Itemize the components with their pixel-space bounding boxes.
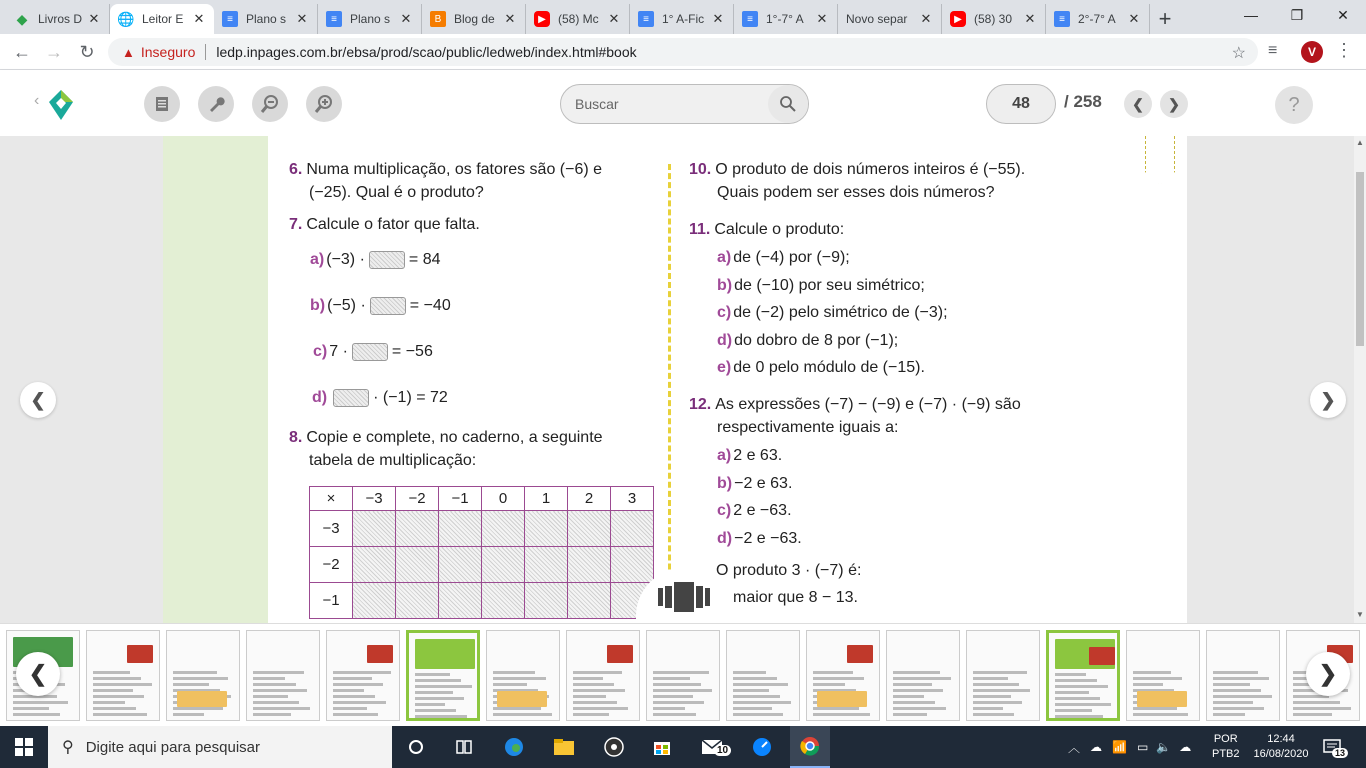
page-thumbnail[interactable] — [86, 630, 160, 721]
question-number: 12. — [689, 396, 712, 413]
address-bar[interactable] — [108, 38, 1258, 66]
question-11 — [689, 218, 844, 241]
tab-title: Blog de — [454, 12, 495, 26]
cortana-icon[interactable] — [402, 733, 430, 761]
table-corner: × — [310, 487, 353, 511]
equation-part: (−5) · — [327, 297, 366, 314]
blank-box — [370, 297, 406, 315]
q11-item-c — [717, 301, 948, 324]
option-label: b) — [310, 297, 326, 314]
question-text: O produto de dois números inteiros é (−55). — [715, 161, 1026, 178]
tab-6[interactable] — [526, 4, 630, 34]
table-cell — [611, 547, 654, 583]
table-row-header: −3 — [310, 511, 353, 547]
page-thumbnail[interactable] — [1046, 630, 1120, 721]
tab-8[interactable] — [734, 4, 838, 34]
leaf-icon: ◆ — [16, 10, 28, 27]
blank-box — [352, 343, 388, 361]
page-number-input[interactable]: 48 — [986, 84, 1056, 124]
option-label: c) — [313, 343, 328, 360]
table-row — [310, 511, 654, 547]
zoom-in-icon[interactable] — [306, 86, 342, 122]
question-13-option — [733, 586, 858, 609]
book-search — [560, 84, 809, 124]
profile-avatar[interactable]: V — [1301, 41, 1323, 63]
table-column-header: −3 — [353, 487, 396, 511]
store-icon[interactable] — [648, 733, 676, 761]
question-text: As expressões (−7) − (−9) e (−7) · (−9) são — [715, 396, 1021, 413]
question-number: 7. — [289, 216, 303, 233]
prev-page-chevron-icon[interactable]: ❮ — [1124, 90, 1152, 118]
close-tab-icon[interactable]: ✕ — [1024, 11, 1036, 26]
option-text: −2 e −63. — [734, 529, 802, 547]
q12-item-a — [717, 444, 782, 467]
equation-part: 7 · — [329, 343, 348, 360]
page-thumbnail[interactable] — [966, 630, 1040, 721]
tab-title: 2°-7° A — [1078, 12, 1116, 26]
table-cell — [439, 583, 482, 619]
next-page-chevron-icon[interactable]: ❯ — [1160, 90, 1188, 118]
tab-title: Livros D — [38, 12, 83, 26]
close-tab-icon[interactable]: ✕ — [193, 11, 205, 26]
option-text: de (−2) pelo simétrico de (−3); — [733, 304, 948, 321]
close-tab-icon[interactable]: ✕ — [1128, 11, 1140, 26]
cloud-icon[interactable]: ☁ — [1179, 740, 1192, 754]
option-label: a) — [717, 447, 732, 464]
notification-count: 13 — [1332, 748, 1348, 758]
minimize-icon[interactable]: — — [1244, 7, 1258, 23]
question-text: Numa multiplicação, os fatores são (−6) e — [306, 161, 603, 178]
question-13 — [716, 559, 861, 582]
logo-icon — [46, 88, 76, 122]
question-number: 8. — [289, 429, 303, 446]
option-label: d) — [717, 331, 733, 349]
option-label: b) — [717, 276, 733, 294]
question-6 — [289, 158, 602, 204]
mail-badge: 10 — [714, 745, 731, 756]
question-10 — [689, 158, 1025, 204]
option-text: 2 e 63. — [733, 447, 783, 464]
question-7 — [289, 213, 480, 236]
question-12 — [689, 393, 1021, 439]
question-number: 11. — [689, 221, 711, 238]
windows-start-icon[interactable] — [0, 726, 48, 768]
tab-title: Novo separ — [846, 12, 908, 26]
search-input[interactable] — [575, 96, 765, 112]
help-button[interactable]: ? — [1275, 86, 1313, 124]
tab-title: 1°-7° A — [766, 12, 804, 26]
forward-icon[interactable]: → — [45, 41, 63, 62]
tab-9[interactable] — [838, 4, 942, 34]
page-thumbnail[interactable] — [806, 630, 880, 721]
edge-browser-icon[interactable] — [500, 733, 528, 761]
thumbs-next-arrow-icon[interactable]: ❯ — [1306, 652, 1350, 696]
new-tab-button[interactable]: + — [1158, 6, 1172, 31]
equation-part: (−3) · — [326, 251, 365, 268]
question-text: O produto 3 · (−7) é: — [716, 562, 862, 579]
browser-menu-icon[interactable]: ⋮ — [1335, 40, 1353, 60]
docs-icon: ≡ — [742, 11, 758, 27]
page-spread-icon — [658, 582, 710, 612]
tab-title: 1° A-Fic — [662, 12, 705, 26]
table-cell — [568, 547, 611, 583]
tab-title: Leitor E — [142, 12, 184, 26]
equation-part: = 84 — [408, 251, 441, 268]
tab-10[interactable] — [942, 4, 1046, 34]
q12-item-d — [717, 527, 802, 550]
question-text: Calcule o fator que falta. — [306, 216, 480, 233]
system-tray — [1068, 726, 1191, 768]
close-tab-icon[interactable]: ✕ — [296, 11, 308, 26]
tab-strip — [0, 0, 1366, 34]
book-index-icon[interactable] — [144, 86, 180, 122]
page-thumbnail[interactable] — [166, 630, 240, 721]
close-tab-icon[interactable]: ✕ — [88, 11, 100, 26]
docs-icon: ≡ — [638, 11, 654, 27]
question-text: tabela de multiplicação: — [309, 452, 477, 469]
table-cell — [396, 583, 439, 619]
option-label: d) — [312, 389, 328, 406]
q11-item-a — [717, 246, 850, 269]
option-text: do dobro de 8 por (−1); — [734, 331, 899, 349]
close-window-icon[interactable]: ✕ — [1337, 6, 1349, 23]
language-code: POR — [1213, 733, 1238, 745]
page-thumbnail[interactable] — [326, 630, 400, 721]
table-row-header: −1 — [310, 583, 353, 619]
scrollbar-thumb[interactable] — [1356, 172, 1364, 346]
multiplication-table — [309, 486, 654, 619]
table-cell — [353, 511, 396, 547]
youtube-icon: ▶ — [950, 11, 966, 27]
volume-icon[interactable]: 🔈 — [1156, 740, 1172, 754]
tab-1[interactable] — [6, 4, 110, 34]
table-cell — [568, 511, 611, 547]
page-thumbnail[interactable] — [566, 630, 640, 721]
option-text: de (−10) por seu simétrico; — [734, 276, 925, 294]
table-cell — [439, 547, 482, 583]
option-label: d) — [717, 529, 733, 547]
book-page — [163, 136, 1187, 623]
thumbnail-strip — [0, 623, 1366, 726]
security-indicator[interactable] — [122, 44, 195, 60]
table-cell — [439, 511, 482, 547]
file-explorer-icon[interactable] — [550, 733, 578, 761]
tools-wrench-icon[interactable] — [198, 86, 234, 122]
mail-icon[interactable] — [698, 733, 729, 761]
table-cell — [525, 583, 568, 619]
table-cell — [353, 547, 396, 583]
table-row-header: −2 — [310, 547, 353, 583]
tab-4[interactable] — [318, 4, 422, 34]
tab-title: Plano s — [246, 12, 287, 26]
option-text: 2 e −63. — [733, 502, 792, 519]
docs-icon: ≡ — [1054, 11, 1070, 27]
page-scrollbar[interactable] — [1354, 136, 1366, 623]
close-tab-icon[interactable]: ✕ — [400, 11, 412, 26]
globe-icon: 🌐 — [117, 10, 135, 27]
page-total: / 258 — [1064, 92, 1102, 111]
tab-11[interactable] — [1046, 4, 1150, 34]
table-cell — [568, 583, 611, 619]
table-cell — [482, 583, 525, 619]
option-text: de (−4) por (−9); — [733, 249, 850, 266]
language-indicator[interactable] — [1212, 726, 1240, 768]
table-cell — [525, 547, 568, 583]
thumbs-prev-arrow-icon[interactable]: ❮ — [16, 652, 60, 696]
docs-icon: ≡ — [326, 11, 342, 27]
table-column-header: −1 — [439, 487, 482, 511]
wifi-icon[interactable]: 📶 — [1112, 740, 1127, 754]
page-thumbnail[interactable] — [726, 630, 800, 721]
taskbar-search-placeholder: Digite aqui para pesquisar — [85, 738, 260, 756]
question-text: Quais podem ser esses dois números? — [717, 184, 995, 201]
option-text: maior que 8 − 13. — [733, 589, 858, 606]
question-text: respectivamente iguais a: — [717, 419, 899, 436]
table-cell — [396, 547, 439, 583]
reader-header — [0, 70, 1366, 136]
onedrive-warning-icon[interactable]: ☁ — [1090, 740, 1103, 754]
table-row — [310, 583, 654, 619]
prev-spread-arrow-icon[interactable]: ❮ — [20, 382, 56, 418]
close-tab-icon[interactable]: ✕ — [608, 11, 620, 26]
warning-icon: ▲ — [122, 44, 135, 60]
question-8 — [289, 426, 603, 472]
option-label: a) — [310, 251, 325, 268]
blank-box — [369, 251, 405, 269]
media-control-icon[interactable]: ≡ — [1268, 42, 1278, 59]
q12-item-b — [717, 472, 792, 495]
next-spread-arrow-icon[interactable]: ❯ — [1310, 382, 1346, 418]
page-thumbnail[interactable] — [246, 630, 320, 721]
maximize-icon[interactable]: ❐ — [1290, 6, 1304, 23]
reload-icon[interactable]: ↻ — [79, 41, 95, 62]
page-thumbnail[interactable] — [886, 630, 960, 721]
page-margin-band — [163, 136, 268, 623]
page-thumbnail[interactable] — [406, 630, 480, 721]
speedtest-icon[interactable] — [748, 733, 776, 761]
option-label: c) — [717, 502, 732, 519]
clock-date: 16/08/2020 — [1253, 748, 1309, 760]
search-icon: ⚲ — [62, 739, 74, 756]
q7-item-a — [310, 248, 441, 271]
table-cell — [611, 511, 654, 547]
tab-5[interactable] — [422, 4, 526, 34]
zoom-out-icon[interactable] — [252, 86, 288, 122]
q7-item-d — [312, 386, 448, 409]
docs-icon: ≡ — [222, 11, 238, 27]
table-cell — [482, 547, 525, 583]
equation-part: = −56 — [391, 343, 433, 360]
option-label: e) — [717, 359, 732, 376]
table-cell — [353, 583, 396, 619]
table-column-header: 2 — [568, 487, 611, 511]
clock-time: 12:44 — [1267, 733, 1295, 745]
task-view-icon[interactable] — [450, 733, 478, 761]
tab-title: (58) 30 — [974, 12, 1013, 26]
table-column-header: 1 — [525, 487, 568, 511]
table-cell — [525, 511, 568, 547]
obs-icon[interactable] — [600, 733, 628, 761]
book-viewport — [0, 136, 1354, 623]
tab-title: (58) Mc — [558, 12, 599, 26]
tab-3[interactable] — [214, 4, 318, 34]
table-column-header: −2 — [396, 487, 439, 511]
keyboard-layout: PTB2 — [1212, 748, 1240, 760]
q11-item-d — [717, 329, 898, 352]
option-text: −2 e 63. — [734, 474, 793, 492]
table-cell — [482, 511, 525, 547]
table-column-header: 3 — [611, 487, 654, 511]
question-text: (−25). Qual é o produto? — [309, 184, 484, 201]
q11-item-e — [717, 356, 925, 379]
blogger-icon: B — [430, 11, 446, 27]
back-icon[interactable]: ← — [13, 41, 31, 62]
q11-item-b — [717, 274, 925, 297]
equation-part: · (−1) = 72 — [373, 389, 448, 406]
equation-part: = −40 — [409, 297, 451, 314]
tab-title: Plano s — [350, 12, 391, 26]
close-tab-icon[interactable]: ✕ — [920, 11, 932, 26]
page-thumbnail[interactable] — [486, 630, 560, 721]
page-thumbnail[interactable] — [1126, 630, 1200, 721]
q7-item-c — [313, 340, 433, 363]
scroll-up-icon[interactable]: ▲ — [1356, 138, 1364, 147]
blank-box — [333, 389, 369, 407]
option-label: b) — [717, 474, 733, 492]
notifications-icon[interactable] — [1322, 726, 1344, 768]
table-row — [310, 547, 654, 583]
question-number: 10. — [689, 161, 712, 178]
bookmark-ribbon-icon[interactable] — [1145, 136, 1175, 184]
windows-taskbar — [0, 726, 1366, 768]
browser-toolbar — [0, 34, 1366, 70]
close-tab-icon[interactable]: ✕ — [816, 11, 828, 26]
security-label: Inseguro — [140, 44, 196, 60]
bookmark-star-icon[interactable]: ☆ — [1231, 45, 1246, 62]
taskbar-search[interactable] — [48, 726, 392, 768]
question-number: 6. — [289, 161, 303, 178]
page-thumbnail[interactable] — [1206, 630, 1280, 721]
table-cell — [396, 511, 439, 547]
tab-7[interactable] — [630, 4, 734, 34]
tab-2[interactable] — [110, 4, 214, 34]
url-text: ledp.inpages.com.br/ebsa/prod/scao/public/ledweb/index.html#book — [216, 44, 637, 60]
scroll-down-icon[interactable]: ▼ — [1356, 610, 1364, 619]
youtube-icon: ▶ — [534, 11, 550, 27]
search-icon[interactable] — [768, 85, 808, 123]
clock[interactable] — [1248, 726, 1314, 768]
chrome-taskbar-icon[interactable] — [790, 726, 830, 768]
q7-item-b — [310, 294, 451, 317]
q12-item-c — [717, 499, 792, 522]
option-label: a) — [717, 249, 732, 266]
question-text: Calcule o produto: — [714, 221, 845, 238]
column-divider — [668, 164, 671, 623]
battery-icon[interactable]: ▭ — [1136, 740, 1149, 754]
collapse-chevron-icon[interactable]: ‹ — [34, 92, 40, 109]
table-column-header: 0 — [482, 487, 525, 511]
separator — [205, 44, 206, 60]
close-tab-icon[interactable]: ✕ — [712, 11, 724, 26]
close-tab-icon[interactable]: ✕ — [504, 11, 516, 26]
question-text: Copie e complete, no caderno, a seguinte — [306, 429, 603, 446]
option-label: c) — [717, 304, 732, 321]
tray-expand-icon[interactable]: ︿ — [1068, 740, 1081, 755]
option-text: de 0 pelo módulo de (−15). — [733, 359, 925, 376]
page-thumbnail[interactable] — [646, 630, 720, 721]
